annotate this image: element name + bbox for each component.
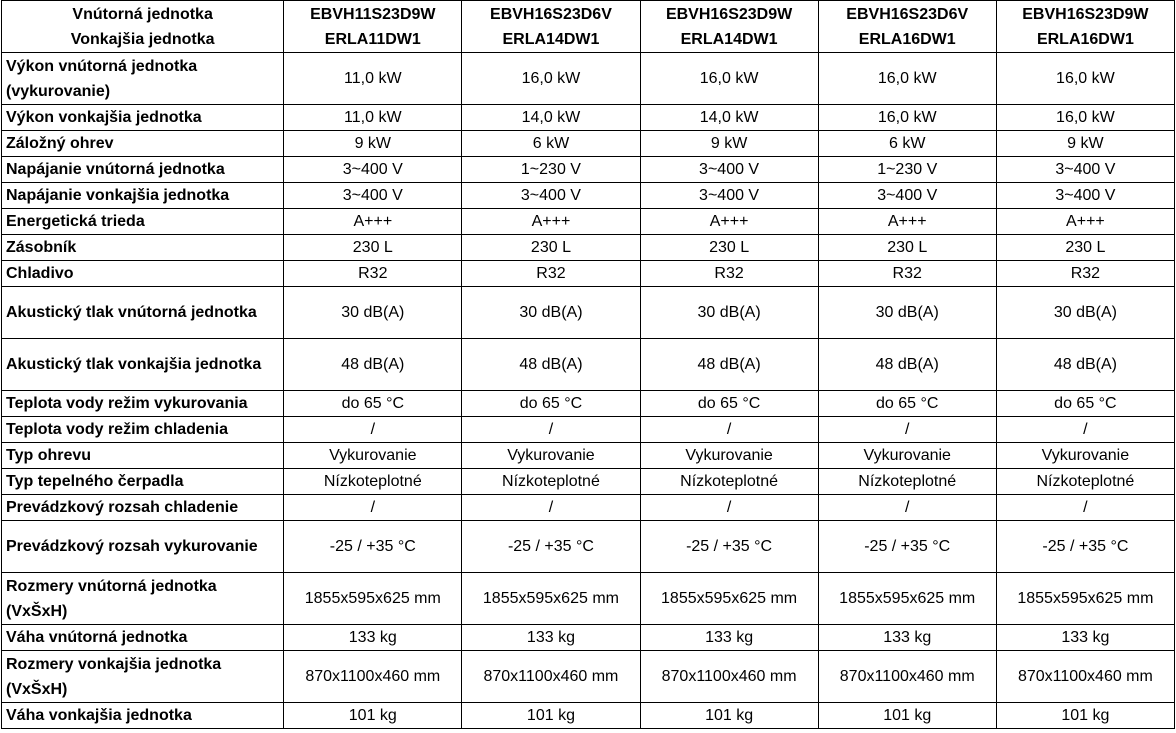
- spec-value-cell: 1855x595x625 mm: [284, 573, 462, 625]
- spec-value-cell: /: [640, 495, 818, 521]
- spec-value-cell: /: [818, 417, 996, 443]
- spec-value-cell: 101 kg: [284, 703, 462, 729]
- spec-row: [2, 53, 1175, 105]
- spec-value-cell: /: [818, 495, 996, 521]
- spec-value-cell: A+++: [818, 209, 996, 235]
- spec-row-label: Chladivo: [2, 261, 284, 287]
- spec-row-label: Energetická trieda: [2, 209, 284, 235]
- spec-value-cell: 1855x595x625 mm: [640, 573, 818, 625]
- spec-value-cell: Nízkoteplotné: [640, 469, 818, 495]
- spec-value-cell: 3~400 V: [818, 183, 996, 209]
- spec-value-cell: 6 kW: [818, 131, 996, 157]
- spec-value-cell: 48 dB(A): [818, 339, 996, 391]
- spec-row: [2, 183, 1175, 209]
- outdoor-model: ERLA11DW1: [324, 30, 421, 48]
- spec-row-label: Rozmery vnútorná jednotka (VxŠxH): [2, 573, 284, 625]
- spec-row: [2, 131, 1175, 157]
- spec-value-cell: 870x1100x460 mm: [640, 651, 818, 703]
- indoor-model: EBVH16S23D6V: [490, 5, 612, 23]
- spec-value-cell: 14,0 kW: [640, 105, 818, 131]
- header-row: [2, 1, 1175, 53]
- spec-value-cell: A+++: [462, 209, 640, 235]
- spec-value-cell: -25 / +35 °C: [462, 521, 640, 573]
- spec-row-label: Prevádzkový rozsah chladenie: [2, 495, 284, 521]
- spec-value-cell: 101 kg: [462, 703, 640, 729]
- spec-value-cell: 16,0 kW: [818, 53, 996, 105]
- spec-value-cell: R32: [996, 261, 1174, 287]
- spec-value-cell: do 65 °C: [284, 391, 462, 417]
- spec-value-cell: do 65 °C: [640, 391, 818, 417]
- header-row-label: [2, 1, 284, 53]
- spec-value-cell: 133 kg: [818, 625, 996, 651]
- spec-value-cell: 48 dB(A): [284, 339, 462, 391]
- spec-value-cell: 101 kg: [996, 703, 1174, 729]
- spec-value-cell: 3~400 V: [996, 183, 1174, 209]
- spec-value-cell: 9 kW: [640, 131, 818, 157]
- spec-value-cell: Nízkoteplotné: [462, 469, 640, 495]
- header-indoor-label: Vnútorná jednotka: [72, 5, 213, 23]
- spec-value-cell: 14,0 kW: [462, 105, 640, 131]
- spec-table: [1, 0, 1175, 729]
- spec-value-cell: 16,0 kW: [640, 53, 818, 105]
- spec-row-label: Typ tepelného čerpadla: [2, 469, 284, 495]
- spec-value-cell: 101 kg: [818, 703, 996, 729]
- outdoor-model: ERLA16DW1: [858, 30, 956, 48]
- spec-value-cell: 1~230 V: [818, 157, 996, 183]
- spec-value-cell: R32: [284, 261, 462, 287]
- spec-value-cell: 11,0 kW: [284, 105, 462, 131]
- spec-value-cell: 30 dB(A): [996, 287, 1174, 339]
- spec-value-cell: R32: [462, 261, 640, 287]
- spec-value-cell: /: [462, 495, 640, 521]
- spec-row: [2, 625, 1175, 651]
- outdoor-model: ERLA14DW1: [502, 30, 600, 48]
- spec-row: [2, 235, 1175, 261]
- spec-value-cell: 230 L: [284, 235, 462, 261]
- spec-row-label: Výkon vnútorná jednotka (vykurovanie): [2, 53, 284, 105]
- spec-row-label: Zásobník: [2, 235, 284, 261]
- spec-row: [2, 521, 1175, 573]
- spec-value-cell: 870x1100x460 mm: [462, 651, 640, 703]
- spec-value-cell: 16,0 kW: [462, 53, 640, 105]
- outdoor-model: ERLA16DW1: [1036, 30, 1134, 48]
- spec-value-cell: 3~400 V: [640, 183, 818, 209]
- spec-value-cell: 133 kg: [640, 625, 818, 651]
- spec-value-cell: 3~400 V: [640, 157, 818, 183]
- spec-value-cell: 3~400 V: [462, 183, 640, 209]
- spec-value-cell: 230 L: [818, 235, 996, 261]
- spec-value-cell: /: [996, 417, 1174, 443]
- indoor-model: EBVH16S23D6V: [846, 5, 969, 23]
- spec-value-cell: 3~400 V: [996, 157, 1174, 183]
- indoor-model: EBVH16S23D9W: [1022, 5, 1149, 23]
- spec-row-label: Záložný ohrev: [2, 131, 284, 157]
- spec-value-cell: /: [996, 495, 1174, 521]
- spec-row-label: Teplota vody režim chladenia: [2, 417, 284, 443]
- spec-value-cell: 133 kg: [462, 625, 640, 651]
- spec-row: [2, 209, 1175, 235]
- spec-value-cell: 3~400 V: [284, 157, 462, 183]
- spec-value-cell: do 65 °C: [818, 391, 996, 417]
- spec-value-cell: 16,0 kW: [996, 53, 1174, 105]
- spec-value-cell: 1855x595x625 mm: [818, 573, 996, 625]
- spec-value-cell: 48 dB(A): [996, 339, 1174, 391]
- model-column-1: [284, 1, 462, 53]
- spec-value-cell: 870x1100x460 mm: [996, 651, 1174, 703]
- spec-value-cell: 1~230 V: [462, 157, 640, 183]
- spec-value-cell: /: [640, 417, 818, 443]
- spec-value-cell: 3~400 V: [284, 183, 462, 209]
- spec-row: [2, 495, 1175, 521]
- spec-row-label: Typ ohrevu: [2, 443, 284, 469]
- spec-value-cell: 6 kW: [462, 131, 640, 157]
- spec-value-cell: Nízkoteplotné: [284, 469, 462, 495]
- spec-row: [2, 157, 1175, 183]
- spec-value-cell: R32: [640, 261, 818, 287]
- spec-table-body: [2, 53, 1175, 729]
- spec-row-label: Prevádzkový rozsah vykurovanie: [2, 521, 284, 573]
- spec-row-label: Váha vnútorná jednotka: [2, 625, 284, 651]
- spec-row: [2, 443, 1175, 469]
- spec-row-label: Napájanie vnútorná jednotka: [2, 157, 284, 183]
- spec-value-cell: 870x1100x460 mm: [284, 651, 462, 703]
- spec-row-label: Akustický tlak vnútorná jednotka: [2, 287, 284, 339]
- spec-value-cell: 9 kW: [996, 131, 1174, 157]
- spec-value-cell: Vykurovanie: [640, 443, 818, 469]
- spec-value-cell: -25 / +35 °C: [996, 521, 1174, 573]
- spec-value-cell: 9 kW: [284, 131, 462, 157]
- indoor-model: EBVH11S23D9W: [310, 5, 436, 23]
- spec-value-cell: A+++: [284, 209, 462, 235]
- spec-value-cell: A+++: [640, 209, 818, 235]
- spec-value-cell: 30 dB(A): [818, 287, 996, 339]
- spec-row-label: Váha vonkajšia jednotka: [2, 703, 284, 729]
- spec-row: [2, 339, 1175, 391]
- model-column-4: [818, 1, 996, 53]
- spec-value-cell: Vykurovanie: [818, 443, 996, 469]
- spec-row-label: Napájanie vonkajšia jednotka: [2, 183, 284, 209]
- spec-row-label: Výkon vonkajšia jednotka: [2, 105, 284, 131]
- spec-row: [2, 261, 1175, 287]
- spec-value-cell: 230 L: [640, 235, 818, 261]
- spec-value-cell: -25 / +35 °C: [818, 521, 996, 573]
- spec-value-cell: 11,0 kW: [284, 53, 462, 105]
- model-column-2: [462, 1, 640, 53]
- spec-row: [2, 417, 1175, 443]
- spec-value-cell: 230 L: [462, 235, 640, 261]
- spec-row-label: Teplota vody režim vykurovania: [2, 391, 284, 417]
- spec-row: [2, 391, 1175, 417]
- spec-value-cell: A+++: [996, 209, 1174, 235]
- spec-value-cell: /: [284, 417, 462, 443]
- spec-value-cell: 48 dB(A): [640, 339, 818, 391]
- spec-value-cell: -25 / +35 °C: [640, 521, 818, 573]
- spec-row: [2, 469, 1175, 495]
- spec-value-cell: Vykurovanie: [284, 443, 462, 469]
- spec-row: [2, 573, 1175, 625]
- spec-row: [2, 105, 1175, 131]
- spec-value-cell: 30 dB(A): [462, 287, 640, 339]
- model-column-3: [640, 1, 818, 53]
- spec-row-label: Rozmery vonkajšia jednotka (VxŠxH): [2, 651, 284, 703]
- spec-row-label: Akustický tlak vonkajšia jednotka: [2, 339, 284, 391]
- spec-row: [2, 703, 1175, 729]
- indoor-model: EBVH16S23D9W: [665, 5, 793, 23]
- spec-value-cell: do 65 °C: [996, 391, 1174, 417]
- model-column-5: [996, 1, 1174, 53]
- spec-value-cell: 1855x595x625 mm: [462, 573, 640, 625]
- header-outdoor-label: Vonkajšia jednotka: [70, 30, 215, 48]
- spec-value-cell: 30 dB(A): [640, 287, 818, 339]
- spec-value-cell: 30 dB(A): [284, 287, 462, 339]
- spec-value-cell: Nízkoteplotné: [996, 469, 1174, 495]
- spec-value-cell: 101 kg: [640, 703, 818, 729]
- spec-value-cell: 16,0 kW: [818, 105, 996, 131]
- spec-value-cell: 1855x595x625 mm: [996, 573, 1174, 625]
- spec-value-cell: 133 kg: [996, 625, 1174, 651]
- spec-value-cell: R32: [818, 261, 996, 287]
- outdoor-model: ERLA14DW1: [680, 30, 778, 48]
- spec-value-cell: Nízkoteplotné: [818, 469, 996, 495]
- spec-value-cell: Vykurovanie: [996, 443, 1174, 469]
- spec-value-cell: 16,0 kW: [996, 105, 1174, 131]
- spec-value-cell: 230 L: [996, 235, 1174, 261]
- spec-value-cell: 133 kg: [284, 625, 462, 651]
- spec-value-cell: -25 / +35 °C: [284, 521, 462, 573]
- spec-value-cell: /: [284, 495, 462, 521]
- spec-row: [2, 651, 1175, 703]
- spec-row: [2, 287, 1175, 339]
- spec-value-cell: Vykurovanie: [462, 443, 640, 469]
- spec-value-cell: 870x1100x460 mm: [818, 651, 996, 703]
- spec-value-cell: /: [462, 417, 640, 443]
- spec-value-cell: 48 dB(A): [462, 339, 640, 391]
- spec-value-cell: do 65 °C: [462, 391, 640, 417]
